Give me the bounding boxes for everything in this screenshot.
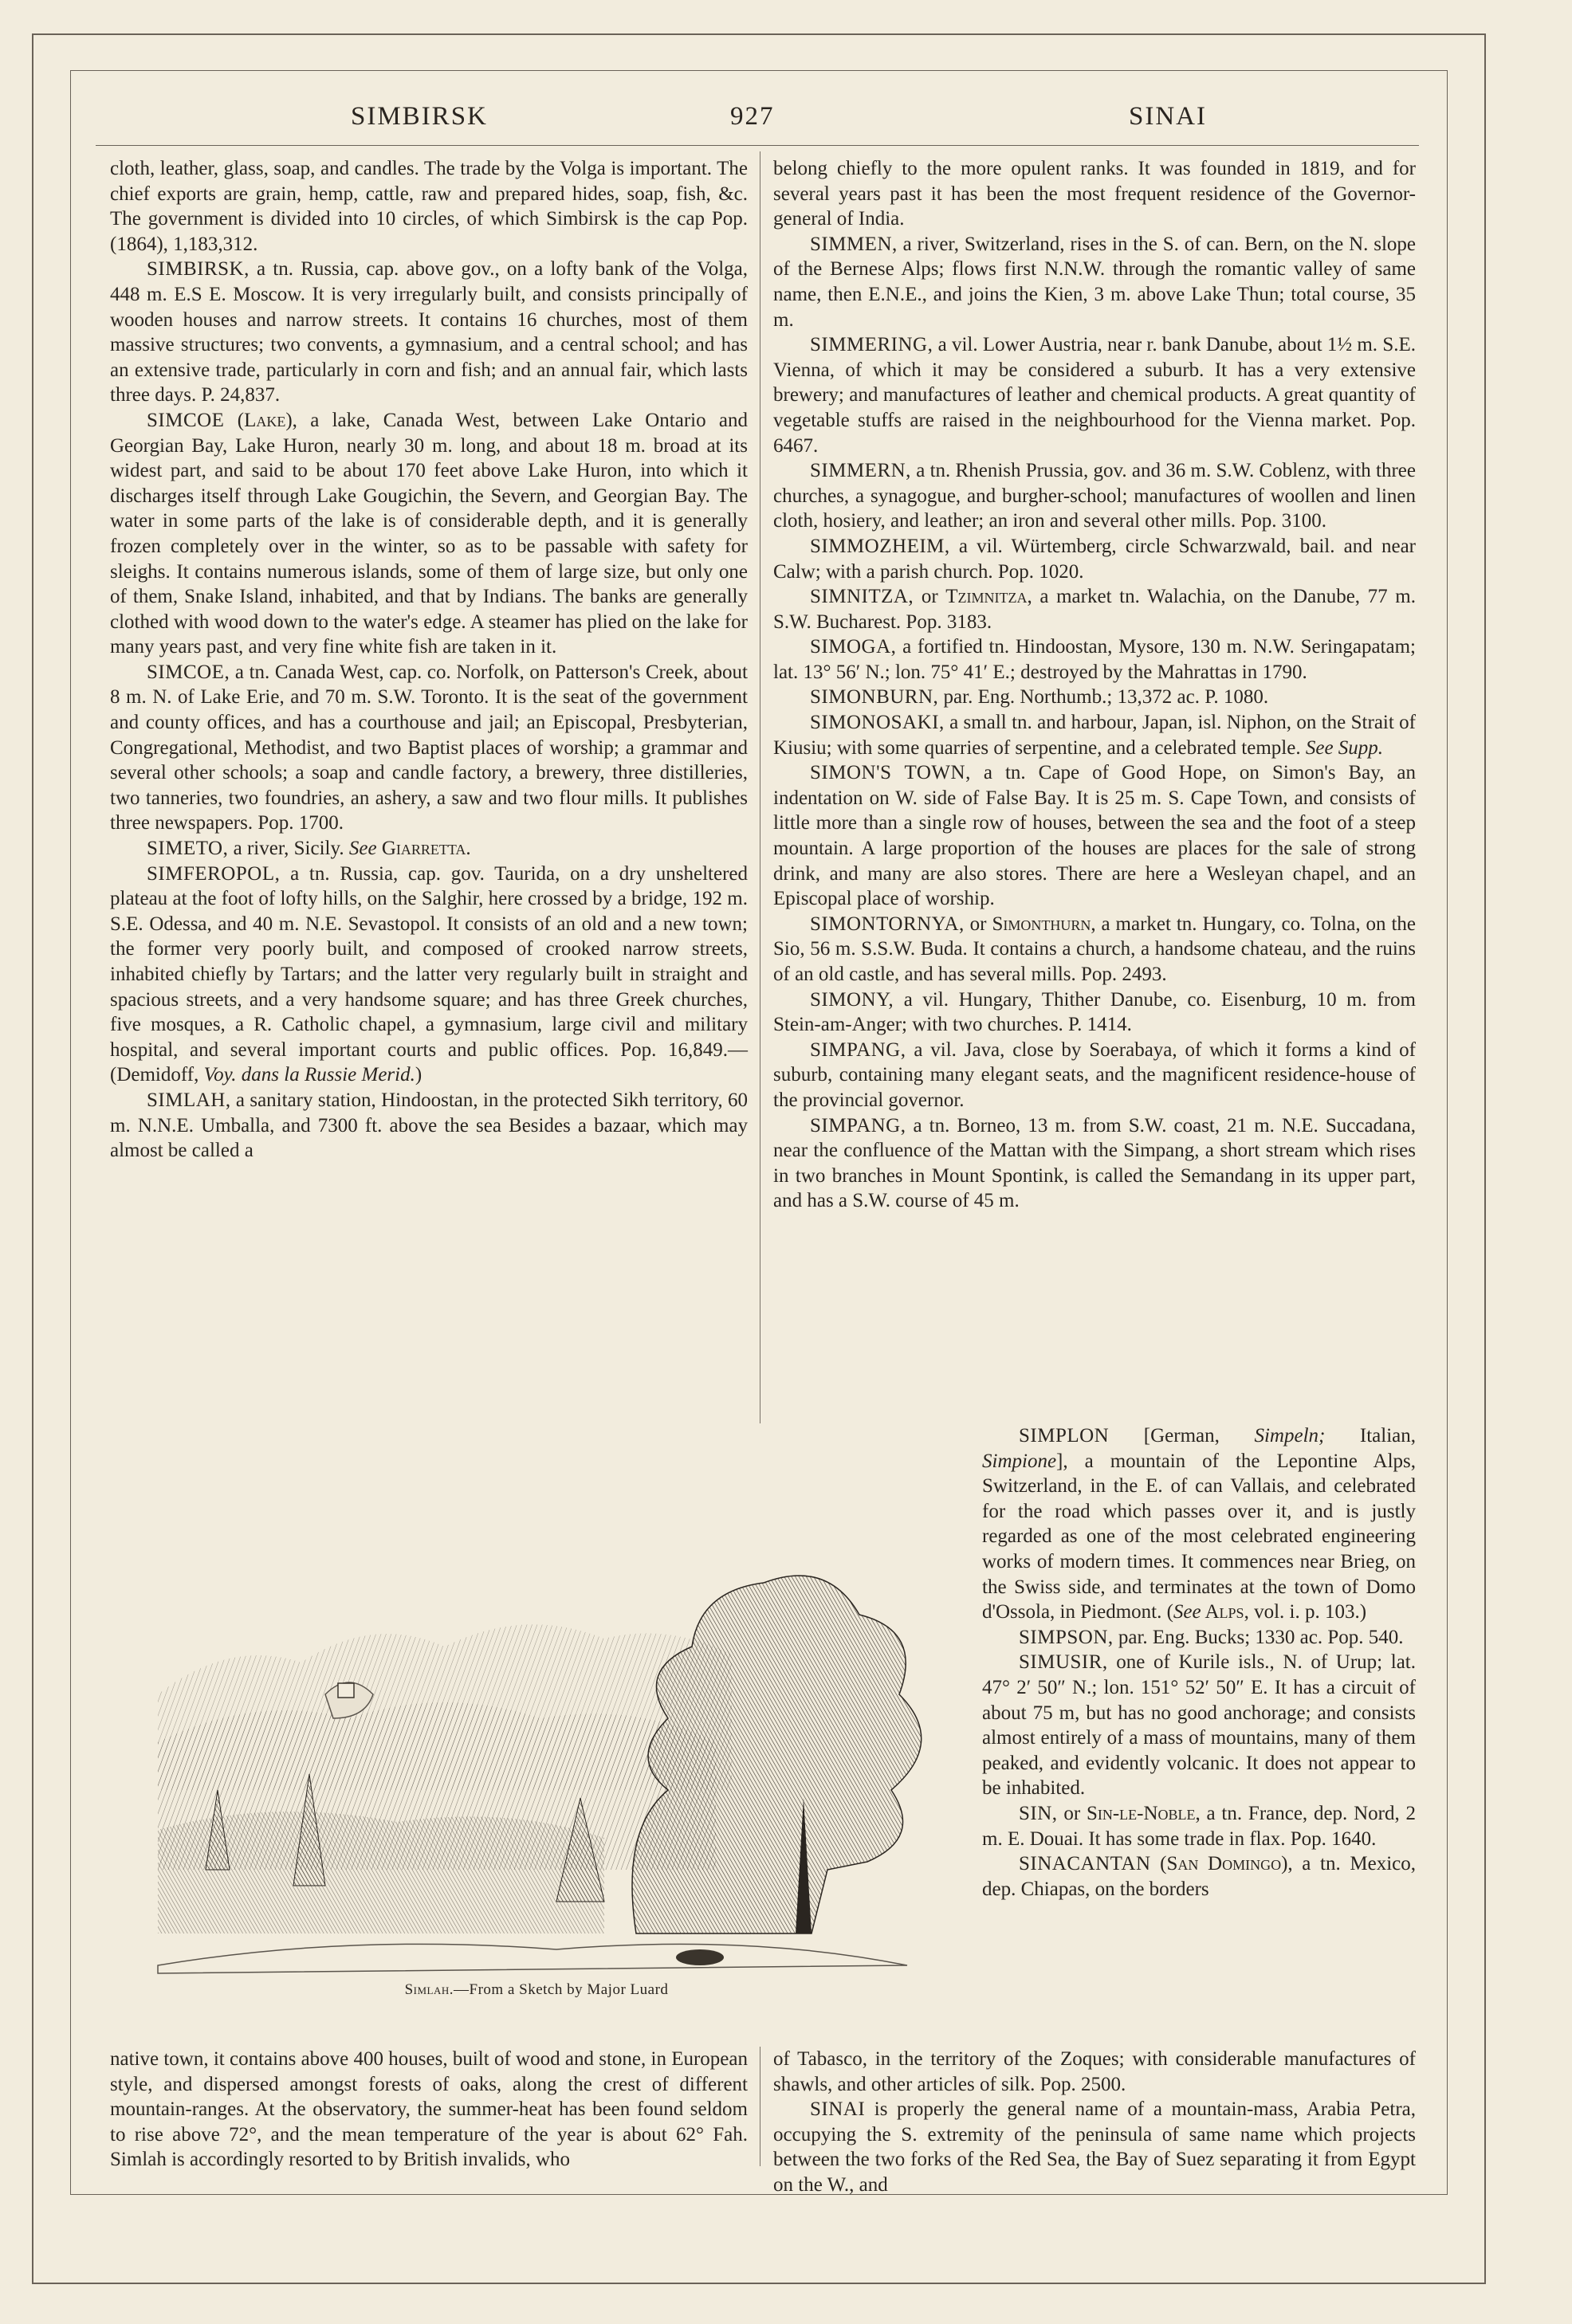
entry-headword: SIMON'S TOWN, bbox=[810, 762, 971, 784]
entry-text: a vil. Java, close by Soerabaya, of which it forms a kind of suburb, containing many elegant seats, and the magnificent residence-house of the provincial governor. bbox=[773, 1038, 1416, 1111]
entry-headword: SIMLAH, bbox=[147, 1089, 231, 1111]
gazetteer-entry bbox=[110, 862, 748, 1088]
entry-text: a river, Switzerland, rises in the S. of can. Bern, on the N. slope of the Bernese Alps; flows first N.N.W. through the romantic valley of same name, then E.N.E., and joins the Kien, 3 m. above Lake Thun; total course, 35 m. bbox=[773, 233, 1416, 331]
entry-headword: SIMMOZHEIM, bbox=[810, 535, 950, 557]
right-column-beside-illustration bbox=[982, 1423, 1416, 1902]
entry-small-caps: Tzimnitza, bbox=[945, 586, 1032, 608]
entry-text: vol. i. p. 103.) bbox=[1248, 1601, 1367, 1623]
entry-text: a vil. Hungary, Thither Danube, co. Eisenburg, 10 m. from Stein-am-Anger; with two churches. P. 1414. bbox=[773, 988, 1416, 1036]
entry-text: a tn. Borneo, 13 m. from S.W. coast, 21 m. N.E. Succadana, near the confluence of the Mattan with the Simpang, a short stream which rises in two branches in Mount Spontink, is called the Semandang in its upper part, and has a S.W. course of 45 m. bbox=[773, 1114, 1416, 1212]
right-column-bottom bbox=[773, 2047, 1416, 2198]
gazetteer-entry bbox=[773, 760, 1416, 912]
page-number: 927 bbox=[730, 102, 775, 131]
entry-text: par. Eng. Northumb.; 13,372 ac. P. 1080. bbox=[938, 686, 1269, 709]
entry-headword: SIMONY, bbox=[810, 988, 894, 1011]
gazetteer-entry bbox=[773, 1113, 1416, 1214]
entry-headword: SIMPLON bbox=[1019, 1425, 1110, 1447]
left-column-bottom bbox=[110, 2047, 748, 2173]
header-left-word: SIMBIRSK bbox=[351, 102, 488, 131]
entry-headword: SIMCOE, bbox=[147, 661, 230, 683]
entry-headword: SINAI bbox=[810, 2098, 866, 2121]
entry-headword: SIMETO, bbox=[147, 838, 229, 860]
gazetteer-entry bbox=[982, 1423, 1416, 1625]
right-column-top bbox=[773, 156, 1416, 1214]
entry-text: of Tabasco, in the territory of the Zoques; with considerable manufactures of shawls, and other articles of silk. Pop. 2500. bbox=[773, 2048, 1416, 2095]
entry-text: belong chiefly to the more opulent ranks. It was founded in 1819, and for several years past it has been the most frequent residence of the Governor-general of India. bbox=[773, 158, 1416, 230]
entry-small-caps: Giarretta. bbox=[376, 838, 471, 860]
entry-text: a vil. Würtemberg, circle Schwarzwald, bail. and near Calw; with a parish church. Pop. 1020. bbox=[773, 535, 1416, 583]
entry-text: one of Kurile isls., N. of Urup; lat. 47° 2′ 50″ N.; lon. 151° 52′ 50″ E. It has a circuit of about 75 m, but has no good anchorage; and consists almost entirely of a mass of mountains, many of them peaked, and evidently volcanic. It does not appear to be inhabited. bbox=[982, 1651, 1416, 1800]
entry-text: a tn. Rhenish Prussia, gov. and 36 m. S.W. Coblenz, with three churches, a synagogue, and burgher-school; manufactures of woollen and linen cloth, hosiery, and leather; an iron and several other mills. Pop. 3100. bbox=[773, 460, 1416, 532]
gazetteer-entry bbox=[110, 408, 748, 660]
entry-headword: SIMCOE bbox=[147, 409, 225, 431]
entry-text: a tn. Cape of Good Hope, on Simon's Bay, an indentation on W. side of False Bay. It is 25 m. S. Cape Town, and consists of little more than a single row of houses, between the sea and the foot of a steep mountain. A large proportion of the houses are places for the sale of strong drink, and many are also stores. There are here a Wesleyan chapel, and an Episcopal place of worship. bbox=[773, 762, 1417, 910]
left-column-top bbox=[110, 156, 748, 1164]
entry-small-caps: (Lake), bbox=[224, 409, 297, 431]
entry-headword: SIMONTORNYA, bbox=[810, 913, 965, 935]
entry-headword: SIMPSON, bbox=[1019, 1626, 1114, 1648]
entry-italic: See Supp. bbox=[1305, 736, 1384, 759]
entry-headword: SIMPANG, bbox=[810, 1038, 906, 1061]
gazetteer-entry bbox=[773, 912, 1416, 987]
entry-headword: SIMUSIR, bbox=[1019, 1651, 1108, 1674]
entry-text: a sanitary station, Hindoostan, in the protected Sikh territory, 60 m. N.N.E. Umballa, and 7300 ft. above the sea Besides a bazaar, which may almost be called a bbox=[110, 1089, 748, 1162]
entry-headword: SIMMERN, bbox=[810, 460, 911, 482]
gazetteer-entry bbox=[773, 1038, 1416, 1113]
gazetteer-entry bbox=[110, 1088, 748, 1164]
gazetteer-entry bbox=[982, 1851, 1416, 1902]
entry-text: a market tn. Walachia, on the Danube, 77 m. S.W. Bucharest. Pop. 3183. bbox=[773, 586, 1416, 633]
gazetteer-entry bbox=[773, 710, 1416, 760]
gazetteer-entry bbox=[110, 257, 748, 408]
entry-headword: SIMPANG, bbox=[810, 1114, 906, 1136]
entry-small-caps: Simonthurn, bbox=[992, 913, 1096, 935]
entry-italic: Voy. dans la Russie Merid. bbox=[203, 1064, 415, 1086]
entry-headword: SIMFEROPOL, bbox=[147, 862, 281, 885]
continued-paragraph bbox=[110, 156, 748, 257]
entry-text: a tn. Russia, cap. gov. Taurida, on a dry unsheltered plateau at the foot of lofty hills, on the Salghir, here crossed by a bridge, 192 m. S.E. Odessa, and 40 m. N.E. Sevastopol. It consists of an old and a new town; the former very poorly built, and composed of crooked narrow streets, inhabited chiefly by Tartars; and the latter very regularly built in straight and spacious streets, and a very handsome square; and has three Greek churches, five mosques, a R. Catholic chapel, a gymnasium, large civil and military hospital, and several important courts and public offices. Pop. 16,849.—(Demidoff, bbox=[110, 862, 748, 1086]
entry-text: a vil. Lower Austria, near r. bank Danube, about 1½ m. S.E. Vienna, of which it may be considered a suburb. It has a very extensive brewery; and manufactures of leather and chemical products. A great quantity of vegetable stuffs are raised in the neighbourhood for the Vienna market. Pop. 6467. bbox=[773, 334, 1416, 457]
entry-text: native town, it contains above 400 houses, built of wood and stone, in European style, and dispersed amongst forests of oaks, along the crest of different mountain-ranges. At the observatory, the summer-heat has been found seldom to rise above 72°, and the mean temperature of the year is about 62° Fah. Simlah is accordingly resorted to by British invalids, who bbox=[110, 2048, 748, 2171]
entry-text: is properly the general name of a mountain-mass, Arabia Petra, occupying the S. extremity of the peninsula of same name which projects between the two forks of the Red Sea, the Bay of Suez separating it from Egypt on the W., and bbox=[773, 2098, 1416, 2196]
entry-text: a market tn. Hungary, co. Tolna, on the Sio, 56 m. S.S.W. Buda. It contains a church, a handsome chateau, and the ruins of an old castle, and has several mills. Pop. 2493. bbox=[773, 913, 1417, 985]
entry-small-caps: Alps, bbox=[1201, 1601, 1249, 1623]
gazetteer-entry bbox=[110, 660, 748, 836]
entry-headword: SIMMERING, bbox=[810, 334, 933, 356]
entry-small-caps: Sin-le-Noble, bbox=[1086, 1802, 1201, 1824]
entry-headword: SIMBIRSK, bbox=[147, 258, 250, 281]
gazetteer-entry bbox=[773, 987, 1416, 1038]
entry-italic: See bbox=[1173, 1601, 1201, 1623]
entry-headword: SIMOGA, bbox=[810, 636, 897, 658]
continued-paragraph bbox=[773, 2047, 1416, 2097]
entry-text: cloth, leather, glass, soap, and candles. The trade by the Volga is important. The chief exports are grain, hemp, cattle, raw and prepared hides, soap, fish, &c. The government is divided into 10 circles, of which Simbirsk is the cap Pop. (1864), 1,183,312. bbox=[110, 158, 748, 255]
caption-title: Simlah. bbox=[404, 1981, 454, 1998]
caption-credit: —From a Sketch by Major Luard bbox=[454, 1981, 669, 1998]
gazetteer-entry bbox=[773, 685, 1416, 710]
entry-text: or bbox=[964, 913, 992, 935]
entry-text: a fortified tn. Hindoostan, Mysore, 130 m. N.W. Seringapatam; lat. 13° 56′ N.; lon. 75° 41′ E.; destroyed by the Mahrattas in 1790. bbox=[773, 636, 1416, 683]
entry-text: ], a mountain of the Lepontine Alps, Switzerland, in the E. of can Vallais, and celebrated for the road which passes over it, and is justly regarded as one of the most celebrated engineering works of modern times. It commences near Brieg, on the Swiss side, and terminates at the town of Domo d'Ossola, in Piedmont. ( bbox=[982, 1450, 1416, 1623]
gazetteer-entry bbox=[982, 1801, 1416, 1851]
entry-text: [German, bbox=[1109, 1425, 1255, 1447]
entry-headword: SIN, bbox=[1019, 1802, 1058, 1824]
running-header bbox=[80, 94, 1435, 139]
entry-text: a lake, Canada West, between Lake Ontario and Georgian Bay, Lake Huron, nearly 30 m. long, and about 18 m. broad at its widest part, and said to be about 170 feet above Lake Huron, into which it discharges itself through Lake Gougichin, the Severn, and Georgian Bay. The water in some parts of the lake is of considerable depth, and it is generally frozen completely over in the winter, so as to be passable with safety for sleighs. It contains numerous islands, some of them of large size, but only one of them, Snake Island, inhabited, and that by Indians. The banks are generally clothed with wood down to the water's edge. A steamer has plied on the lake for many years past, and very fine white fish are taken in it. bbox=[110, 409, 748, 658]
gazetteer-entry bbox=[982, 1650, 1416, 1801]
gazetteer-entry bbox=[773, 534, 1416, 584]
entry-headword: SIMONOSAKI, bbox=[810, 712, 945, 734]
entry-text: a tn. France, dep. Nord, 2 m. E. Douai. It has some trade in flax. Pop. 1640. bbox=[982, 1802, 1416, 1850]
entry-text: or bbox=[914, 586, 946, 608]
entry-italic: See bbox=[348, 838, 377, 860]
entry-text: a river, Sicily. bbox=[228, 838, 349, 860]
gazetteer-entry bbox=[773, 634, 1416, 685]
entry-text: a tn. Mexico, dep. Chiapas, on the borders bbox=[982, 1853, 1416, 1900]
gazetteer-entry bbox=[110, 836, 748, 862]
gazetteer-entry bbox=[773, 458, 1416, 534]
illustration-caption bbox=[110, 1981, 963, 1999]
gazetteer-entry bbox=[773, 332, 1416, 458]
entry-italic: Simpeln; bbox=[1254, 1425, 1326, 1447]
continued-paragraph bbox=[773, 156, 1416, 232]
continued-paragraph bbox=[110, 2047, 748, 2173]
gazetteer-entry bbox=[982, 1625, 1416, 1651]
header-right-word: SINAI bbox=[1129, 102, 1207, 131]
entry-text: or bbox=[1057, 1802, 1087, 1824]
entry-text: a tn. Canada West, cap. co. Norfolk, on Patterson's Creek, about 8 m. N. of Lake Erie, and 70 m. S.W. Toronto. It is the seat of the government and county offices, and has a courthouse and jail; an Episcopal, Presbyterian, Congregational, Methodist, and two Baptist places of worship; a grammar and several other schools; a soap and candle factory, a brewery, three distilleries, two tanneries, two foundries, an ashery, a saw and two flour mills. It publishes three newspapers. Pop. 1700. bbox=[110, 661, 748, 834]
entry-small-caps: (San Domingo), bbox=[1150, 1853, 1293, 1875]
entry-headword: SINACANTAN bbox=[1019, 1853, 1151, 1875]
gazetteer-entry bbox=[773, 232, 1416, 332]
entry-text: Italian, bbox=[1325, 1425, 1417, 1447]
entry-text: ) bbox=[415, 1064, 422, 1086]
entry-headword: SIMNITZA, bbox=[810, 586, 914, 608]
entry-text: par. Eng. Bucks; 1330 ac. Pop. 540. bbox=[1113, 1626, 1404, 1648]
entry-headword: SIMMEN, bbox=[810, 233, 898, 255]
header-rule bbox=[96, 145, 1419, 146]
gazetteer-entry bbox=[773, 2097, 1416, 2197]
entry-italic: Simpione bbox=[982, 1450, 1057, 1472]
entry-headword: SIMONBURN, bbox=[810, 686, 939, 709]
gazetteer-entry bbox=[773, 584, 1416, 634]
entry-text: a small tn. and harbour, Japan, isl. Niphon, on the Strait of Kiusiu; with some quarries of serpentine, and a celebrated temple. bbox=[773, 712, 1416, 759]
entry-text: a tn. Russia, cap. above gov., on a lofty bank of the Volga, 448 m. E.S E. Moscow. It is very irregularly built, and consists principally of wooden houses and narrow streets. It contains 16 churches, most of them massive structures; two convents, a gymnasium, and a central school; and has an extensive trade, particularly in corn and fish; and an annual fair, which lasts three days. P. 24,837. bbox=[110, 258, 748, 406]
simlah-engraving-illustration bbox=[110, 1455, 971, 2013]
